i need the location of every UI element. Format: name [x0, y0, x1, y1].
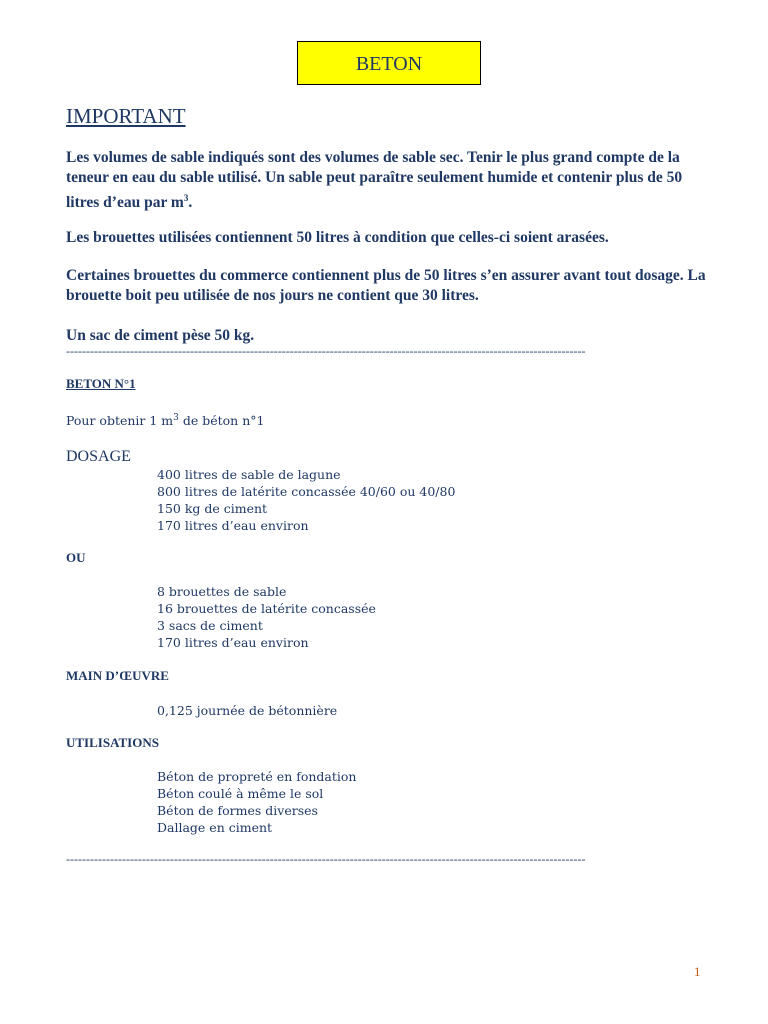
list-item: 8 brouettes de sable [157, 584, 287, 599]
utilisations-list [157, 768, 356, 836]
utilisations-label: UTILISATIONS [66, 735, 159, 750]
page-number: 1 [694, 964, 701, 979]
list-item: Béton de propreté en fondation [157, 769, 357, 784]
intro-paragraph-4: Un sac de ciment pèse 50 kg. [66, 327, 255, 344]
beton1-obtain [66, 410, 264, 429]
main-oeuvre-label: MAIN D’ŒUVRE [66, 668, 169, 683]
separator-bottom: ---------------------------------------------------------------------------------------------------------------------------------- [66, 852, 586, 866]
main-oeuvre-list [157, 702, 337, 719]
obtain-text: Pour obtenir 1 m [66, 413, 174, 429]
ou-label: OU [66, 550, 86, 565]
obtain-sup: 3 [173, 413, 179, 423]
list-item: 0,125 journée de bétonnière [157, 703, 338, 718]
list-item: 3 sacs de ciment [157, 618, 263, 633]
intro-p1-end: . [188, 194, 193, 212]
important-heading: IMPORTANT [66, 104, 186, 128]
intro-p1-sup: 3 [183, 193, 189, 203]
list-item: 170 litres d’eau environ [157, 635, 309, 650]
intro-paragraph-2: Les brouettes utilisées contiennent 50 litres à condition que celles-ci soient arasées. [66, 229, 609, 246]
list-item: 150 kg de ciment [157, 501, 268, 516]
dosage-label: DOSAGE [66, 448, 131, 465]
intro-paragraph-3: Certaines brouettes du commerce contiennent plus de 50 litres s’en assurer avant tout dosage. La brouette boit peu utilisée de nos jours ne contient que 30 litres. [66, 267, 706, 304]
list-item: 170 litres d’eau environ [157, 518, 309, 533]
intro-p1-text: Les volumes de sable indiqués sont des volumes de sable sec. Tenir le plus grand compte de la teneur en eau du sable utilisé. Un sable peut paraître seulement humide et contenir plus de 50 litres d’eau par m [66, 149, 683, 212]
separator-top: ---------------------------------------------------------------------------------------------------------------------------------- [66, 344, 586, 358]
beton1-heading: BETON N°1 [66, 376, 136, 391]
intro-paragraph-1 [66, 148, 716, 213]
list-item: Béton de formes diverses [157, 803, 318, 818]
ou-list [157, 583, 376, 651]
document-title: BETON [297, 41, 481, 85]
list-item: 400 litres de sable de lagune [157, 467, 341, 482]
dosage-list [157, 466, 455, 534]
list-item: 16 brouettes de latérite concassée [157, 601, 376, 616]
list-item: Dallage en ciment [157, 820, 273, 835]
list-item: Béton coulé à même le sol [157, 786, 324, 801]
obtain-text-end: de béton n°1 [178, 413, 265, 429]
list-item: 800 litres de latérite concassée 40/60 ou 40/80 [157, 484, 456, 499]
